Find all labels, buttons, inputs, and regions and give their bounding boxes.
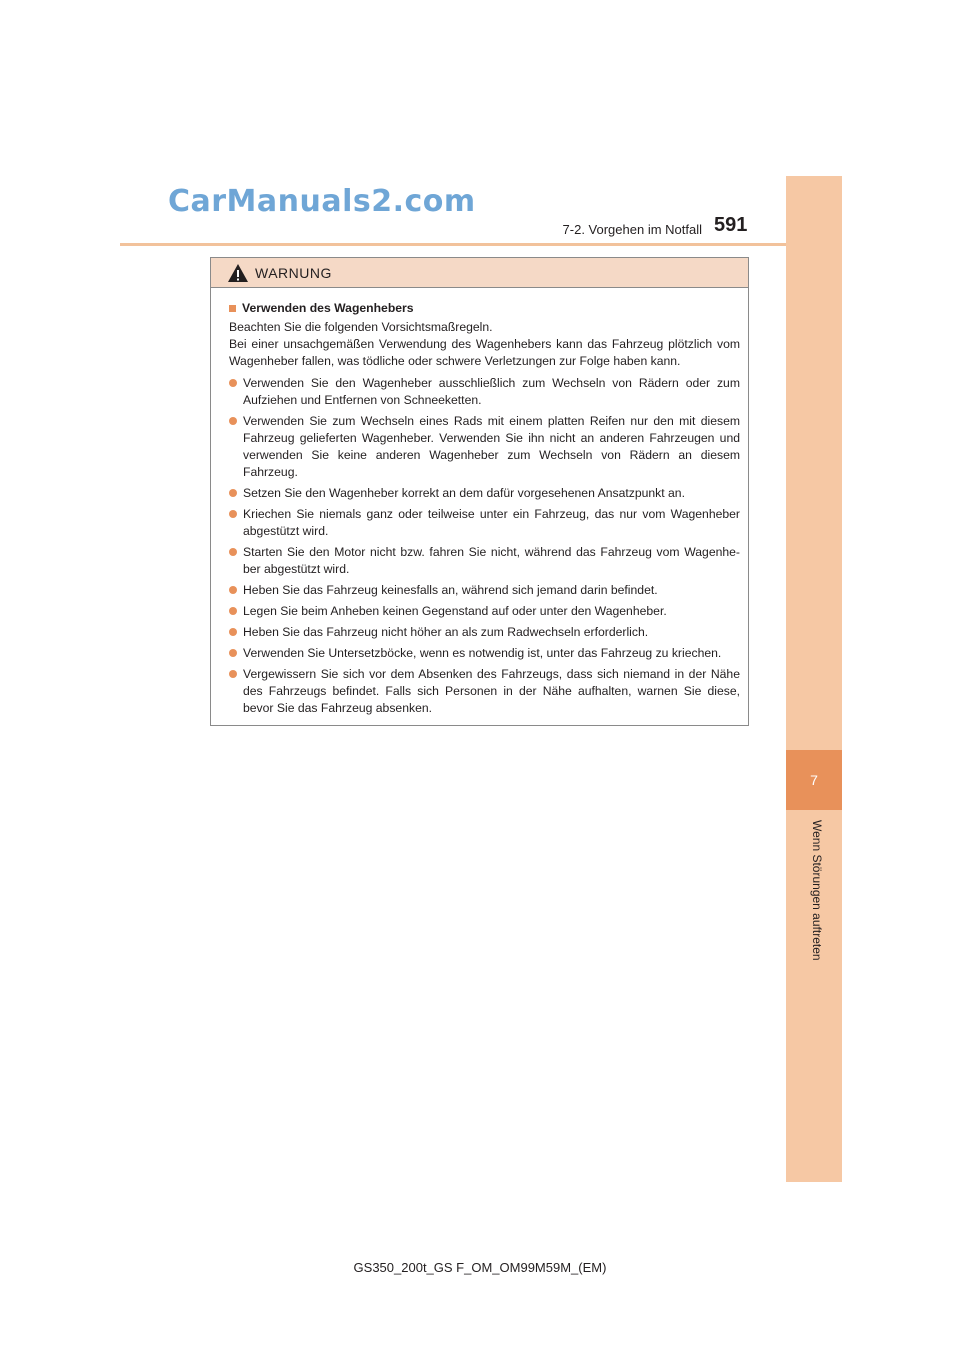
list-item (229, 624, 740, 641)
warning-intro (229, 319, 740, 370)
bullet-dot-icon (229, 417, 237, 425)
warning-header (211, 258, 748, 288)
intro-line: Bei einer unsachgemäßen Verwendung des Wagenhebers kann das Fahrzeug plötzlich vom Wagenheber fallen, was tödliche oder schwere Verletzungen zur Folge haben kann. (229, 337, 740, 368)
square-bullet-icon (229, 305, 236, 312)
warning-body (211, 288, 748, 717)
list-item (229, 645, 740, 662)
bullet-dot-icon (229, 586, 237, 594)
chapter-side-band (786, 176, 842, 1182)
bullet-text: Legen Sie beim Anheben keinen Gegenstand auf oder unter den Wagenheber. (243, 604, 667, 618)
header-rule (120, 243, 842, 246)
list-item (229, 375, 740, 409)
warning-section-heading (229, 300, 740, 317)
bullet-text: Starten Sie den Motor nicht bzw. fahren Sie nicht, während das Fahrzeug vom Wagenhe-ber abgestützt wird. (243, 545, 740, 576)
chapter-number: 7 (810, 772, 818, 788)
bullet-dot-icon (229, 379, 237, 387)
list-item (229, 413, 740, 481)
bullet-dot-icon (229, 489, 237, 497)
bullet-dot-icon (229, 649, 237, 657)
warning-section-title: Verwenden des Wagenhebers (242, 301, 414, 315)
chapter-title: Wenn Störungen auftreten (810, 820, 824, 961)
bullet-text: Vergewissern Sie sich vor dem Absenken des Fahrzeugs, dass sich niemand in der Nähe des Fahrzeugs befindet. Falls sich Personen in der Nähe aufhalten, warnen Sie diese, bevor Sie das Fahrzeug absenken. (243, 667, 740, 715)
bullet-text: Heben Sie das Fahrzeug nicht höher an als zum Radwechseln erforderlich. (243, 625, 649, 639)
document-code: GS350_200t_GS F_OM_OM99M59M_(EM) (353, 1260, 607, 1275)
bullet-text: Verwenden Sie zum Wechseln eines Rads mit einem platten Reifen nur den mit diesem Fahrzeug gelieferten Wagenheber. Verwenden Sie ihn nicht an anderen Fahrzeugen und verwenden Sie keine anderen Wagenheber zum Wechseln von Rädern an diesem Fahrzeug. (243, 414, 740, 479)
intro-line: Beachten Sie die folgenden Vorsichtsmaßregeln. (229, 320, 493, 334)
bullet-text: Heben Sie das Fahrzeug keinesfalls an, während sich jemand darin befindet. (243, 583, 658, 597)
bullet-text: Verwenden Sie den Wagenheber ausschließlich zum Wechseln von Rädern oder zum Aufziehen und Entfernen von Schneeketten. (243, 376, 740, 407)
bullet-dot-icon (229, 628, 237, 636)
chapter-tab (786, 750, 842, 810)
warning-triangle-icon (227, 263, 249, 283)
bullet-dot-icon (229, 607, 237, 615)
list-item (229, 603, 740, 620)
warning-bullet-list (229, 375, 740, 717)
bullet-dot-icon (229, 670, 237, 678)
watermark-logo: CarManuals2.com (168, 184, 476, 219)
warning-box (210, 257, 749, 726)
list-item (229, 485, 740, 502)
bullet-dot-icon (229, 510, 237, 518)
warning-title: WARNUNG (255, 264, 332, 281)
list-item (229, 666, 740, 717)
list-item (229, 582, 740, 599)
bullet-text: Setzen Sie den Wagenheber korrekt an dem dafür vorgesehenen Ansatzpunkt an. (243, 486, 685, 500)
list-item (229, 506, 740, 540)
page-number: 591 (714, 214, 748, 236)
bullet-dot-icon (229, 548, 237, 556)
bullet-text: Kriechen Sie niemals ganz oder teilweise unter ein Fahrzeug, das nur vom Wagenheber abgestützt wird. (243, 507, 740, 538)
list-item (229, 544, 740, 578)
bullet-text: Verwenden Sie Untersetzböcke, wenn es notwendig ist, unter das Fahrzeug zu kriechen. (243, 646, 722, 660)
section-heading: 7-2. Vorgehen im Notfall (562, 222, 702, 237)
